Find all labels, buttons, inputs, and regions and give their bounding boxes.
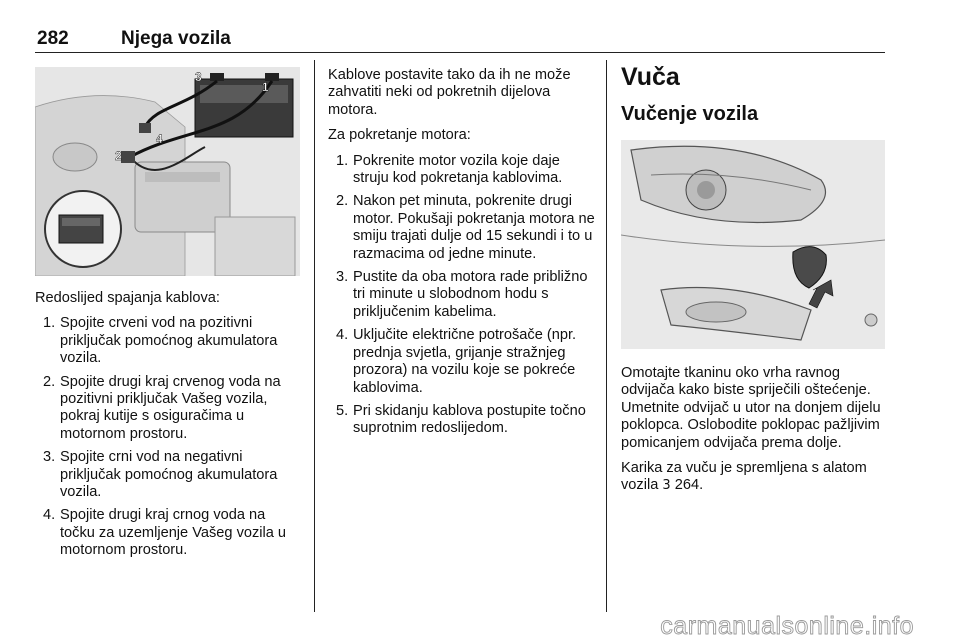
cable-placement-note: Kablove postavite tako da ih ne može zahvatiti neki od pokretnih dijelova motora. <box>328 67 571 118</box>
engine-start-intro: Za pokretanje motora: <box>328 127 471 144</box>
engine-start-steps <box>328 153 596 438</box>
step-text: Uključite električne potrošače (npr. prednja svjetla, grijanje stražnjeg prozora) na vozilu koje se pokreće kablovima. <box>353 327 577 396</box>
list-item <box>328 269 596 321</box>
towing-eye-text: Karika za vuču je spremljena s alatom vozila <box>621 460 867 494</box>
step-text: Spojite drugi kraj crvenog voda na pozitivni priključak Vašeg vozila, pokraj kutije s osiguračima u motornom prostoru. <box>60 373 281 442</box>
column-1 <box>35 290 300 566</box>
page-header <box>35 20 885 53</box>
jump-start-drawing <box>35 67 300 276</box>
watermark: carmanualsonline.info <box>660 612 914 640</box>
list-item <box>35 315 300 367</box>
list-item <box>35 449 300 501</box>
step-text: Nakon pet minuta, pokrenite drugi motor. Pokušaji pokretanja motora ne smiju trajati dulje od 15 sekundi i to u razmacima od jedne minute. <box>353 193 595 262</box>
towing-cover-drawing <box>621 140 885 349</box>
step-text: Pri skidanju kablova postupite točno suprotnim redoslijedom. <box>353 402 586 437</box>
step-number: 3. <box>43 449 56 466</box>
column-divider <box>606 60 607 612</box>
callout-2: 2 <box>115 149 122 163</box>
subsection-heading: Vučenje vozila <box>621 103 759 125</box>
cable-order-intro: Redoslijed spajanja kablova: <box>35 290 220 306</box>
step-number: 4. <box>43 507 56 524</box>
step-number: 2. <box>43 373 56 390</box>
list-item <box>328 327 596 397</box>
step-number: 4. <box>336 327 349 344</box>
step-number: 1. <box>43 315 56 332</box>
towing-eye-location <box>621 460 887 495</box>
column-3 <box>621 62 887 136</box>
jump-start-illustration <box>35 67 300 276</box>
step-text: Pustite da oba motora rade približno tri minute u slobodnom hodu s priključenim kabelima. <box>353 269 588 320</box>
step-number: 2. <box>336 193 349 210</box>
step-number: 3. <box>336 269 349 286</box>
list-item <box>328 153 596 188</box>
callout-1: 1 <box>262 80 269 94</box>
towing-eye-cover-illustration <box>621 140 885 349</box>
step-number: 1. <box>336 152 349 169</box>
step-text: Spojite crveni vod na pozitivni priključak pomoćnog akumulatora vozila. <box>60 315 278 367</box>
page-reference-arrow-icon[interactable]: 3 <box>662 478 671 494</box>
step-number: 5. <box>336 402 349 419</box>
towing-cover-instructions: Omotajte tkaninu oko vrha ravnog odvijača kako biste spriječili oštećenje. Umetnite odvijač u utor na donjem dijelu poklopca. Oslobodite poklopac pažljivim pomicanjem odvijača prema dolje. <box>621 365 881 451</box>
list-item <box>35 374 300 444</box>
callout-4: 4 <box>156 132 163 146</box>
chapter-title: Njega vozila <box>121 28 231 49</box>
page-number: 282 <box>37 28 69 49</box>
page-reference[interactable]: 264. <box>674 477 704 494</box>
step-text: Spojite crni vod na negativni priključak pomoćnog akumulatora vozila. <box>60 449 278 501</box>
cable-connection-steps <box>35 315 300 559</box>
column-divider <box>314 60 315 612</box>
callout-3: 3 <box>195 70 202 84</box>
step-text: Spojite drugi kraj crnog voda na točku za uzemljenje Vašeg vozila u motornom prostoru. <box>60 507 287 559</box>
section-heading: Vuča <box>621 63 680 91</box>
step-text: Pokrenite motor vozila koje daje struju kod pokretanja kablovima. <box>353 152 563 187</box>
list-item <box>35 507 300 559</box>
list-item <box>328 193 596 263</box>
towing-text <box>621 365 887 503</box>
column-2 <box>328 67 596 444</box>
list-item <box>328 403 596 438</box>
